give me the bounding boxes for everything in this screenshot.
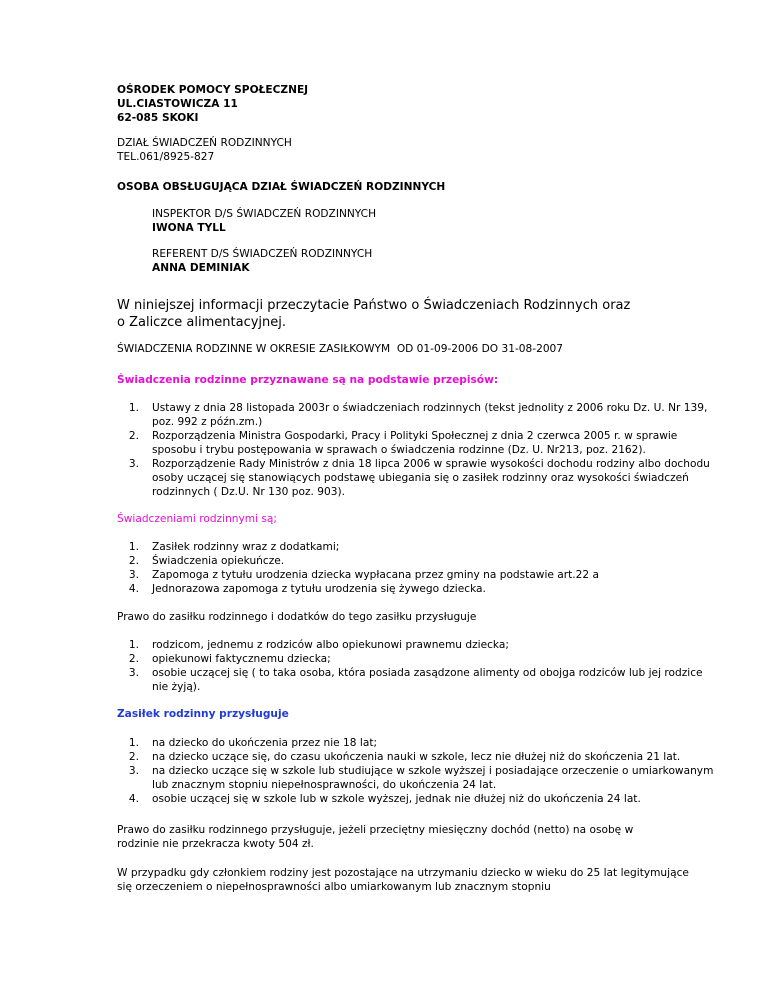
list-item: 2. Świadczenia opiekuńcze. — [128, 555, 285, 567]
list-item: 3. Zapomoga z tytułu urodzenia dziecka wypłacana przez gminy na podstawie art.22 a — [128, 569, 600, 581]
staff-heading: OSOBA OBSŁUGUJĄCA DZIAŁ ŚWIADCZEŃ RODZINNYCH — [117, 181, 446, 193]
referent-role: REFERENT D/S ŚWIADCZEŃ RODZINNYCH — [152, 248, 373, 260]
inspector-role: INSPEKTOR D/S ŚWIADCZEŃ RODZINNYCH — [152, 208, 377, 220]
list-item: 1. rodzicom, jednemu z rodziców albo opiekunowi prawnemu dziecka; — [128, 639, 509, 651]
org-address — [117, 83, 308, 125]
disability-paragraph: W przypadku gdy członkiem rodziny jest pozostające na utrzymaniu dziecko w wieku do 25 lat legitymujące się orzeczeniem o niepełnosprawności albo umiarkowanym lub znacznym stopniu — [117, 867, 689, 893]
referent-name: ANNA DEMINIAK — [152, 262, 250, 274]
list-item: 1. na dziecko do ukończenia przez nie 18 lat; — [128, 737, 378, 749]
department-phone: TEL.061/8925-827 — [117, 151, 215, 163]
list-item: 4. Jednorazowa zapomoga z tytułu urodzenia się żywego dziecka. — [128, 583, 486, 595]
org-city: 62-085 SKOKI — [117, 112, 199, 124]
list-item: 3. na dziecko uczące się w szkole lub studiujące w szkole wyższej i posiadające orzeczenie o umiarkowanym lub znacznym stopniu niepełnosprawności, do ukończenia 24 lat. — [128, 765, 714, 791]
org-street: UL.CIASTOWICZA 11 — [117, 98, 238, 110]
list-item: 2. Rozporządzenia Ministra Gospodarki, Pracy i Polityki Społecznej z dnia 2 czerwca 2005 r. w sprawie sposobu i trybu postępowania w sprawach o świadczenia rodzinne (Dz. U. Nr213, poz. 2162). — [128, 430, 678, 456]
income-paragraph: Prawo do zasiłku rodzinnego przysługuje, jeżeli przeciętny miesięczny dochód (netto) na osobę w rodzinie nie przekracza kwoty 504 zł. — [117, 824, 634, 850]
department-info — [117, 136, 292, 164]
benefits-heading: Świadczeniami rodzinnymi są; — [117, 513, 277, 525]
inspector-block — [152, 207, 376, 235]
list-item: 4. osobie uczącej się w szkole lub w szkole wyższej, jednak nie dłużej niż do ukończenia 24 lat. — [128, 793, 641, 805]
list-item: 2. na dziecko uczące się, do czasu ukończenia nauki w szkole, lecz nie dłużej niż do skończenia 21 lat. — [128, 751, 681, 763]
entitled-list — [117, 638, 717, 694]
list-item: 3. Rozporządzenie Rady Ministrów z dnia 18 lipca 2006 w sprawie wysokości dochodu rodziny albo dochodu osoby uczącej się stanowiących podstawę ubiegania się o zasiłek rodzinny oraz wysokości świadczeń rodzinnych ( Dz.U. Nr 130 poz. 903). — [128, 458, 710, 498]
allowance-heading: Zasiłek rodzinny przysługuje — [117, 708, 289, 720]
entitled-heading: Prawo do zasiłku rodzinnego i dodatków do tego zasiłku przysługuje — [117, 611, 477, 623]
intro-paragraph: W niniejszej informacji przeczytacie Państwo o Świadczeniach Rodzinnych oraz o Zaliczce alimentacyjnej. — [117, 298, 631, 330]
benefits-list — [117, 540, 717, 596]
legal-basis-list — [117, 401, 717, 499]
list-item: 1. Ustawy z dnia 28 listopada 2003r o świadczeniach rodzinnych (tekst jednolity z 2006 roku Dz. U. Nr 139, poz. 992 z późn.zm.) — [128, 402, 708, 428]
inspector-name: IWONA TYLL — [152, 222, 226, 234]
list-item: 3. osobie uczącej się ( to taka osoba, która posiada zasądzone alimenty od obojga rodziców lub jej rodzice nie żyją). — [128, 667, 703, 693]
allowance-list — [117, 736, 717, 806]
legal-basis-heading: Świadczenia rodzinne przyznawane są na podstawie przepisów: — [117, 374, 499, 386]
period-heading: ŚWIADCZENIA RODZINNE W OKRESIE ZASIŁKOWYM OD 01-09-2006 DO 31-08-2007 — [117, 343, 564, 355]
referent-block — [152, 247, 372, 275]
list-item: 1. Zasiłek rodzinny wraz z dodatkami; — [128, 541, 340, 553]
department-name: DZIAŁ ŚWIADCZEŃ RODZINNYCH — [117, 137, 292, 149]
list-item: 2. opiekunowi faktycznemu dziecka; — [128, 653, 331, 665]
org-name: OŚRODEK POMOCY SPOŁECZNEJ — [117, 84, 309, 96]
